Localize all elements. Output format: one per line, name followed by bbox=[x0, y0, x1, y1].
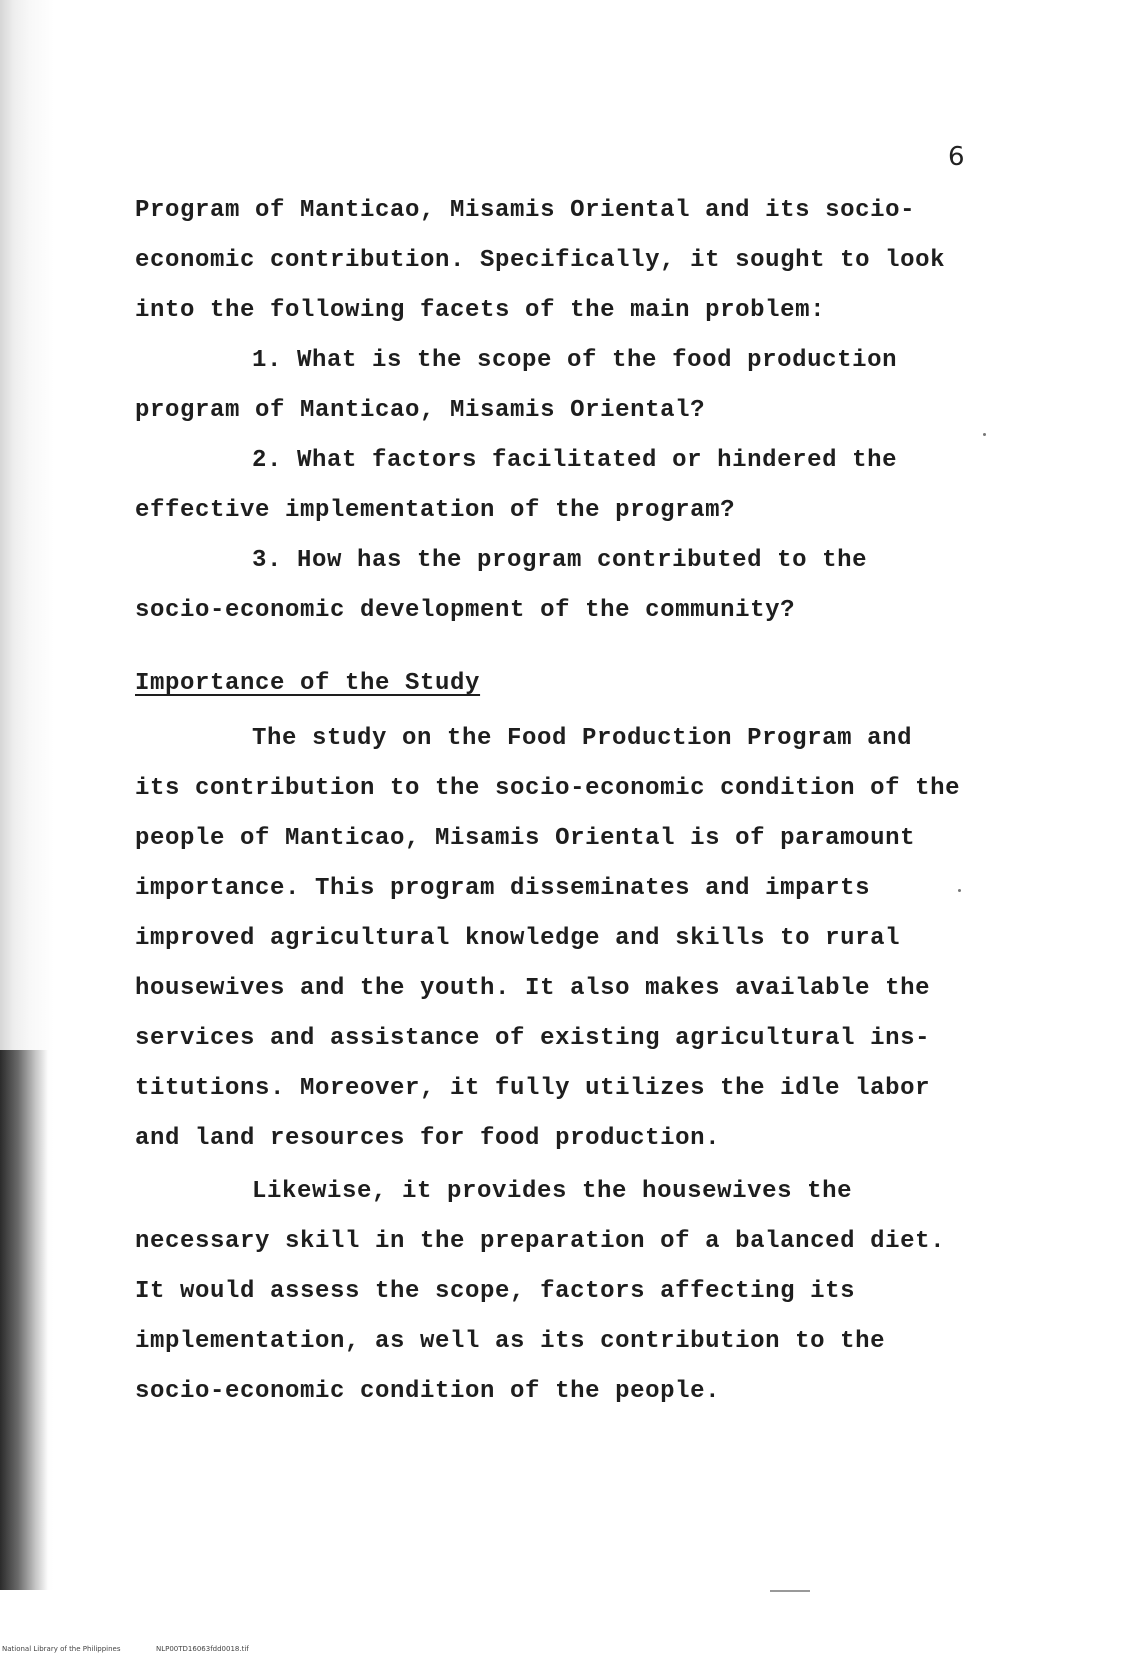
paragraph-2-line-8: titutions. Moreover, it fully utilizes the idle labor bbox=[135, 1075, 931, 1102]
paragraph-1-line-2: economic contribution. Specifically, it sought to look bbox=[135, 247, 946, 274]
footer-library-name: National Library of the Philippines bbox=[2, 1645, 121, 1653]
scan-binding-shadow bbox=[0, 1050, 48, 1590]
question-3-line-1: 3. How has the program contributed to the bbox=[252, 547, 868, 574]
paragraph-3-line-3: It would assess the scope, factors affecting its bbox=[135, 1278, 856, 1305]
scan-speck bbox=[958, 889, 961, 892]
footer-file-id: NLP00TD16063fdd0018.tif bbox=[156, 1645, 249, 1653]
question-2-line-1: 2. What factors facilitated or hindered the bbox=[252, 447, 898, 474]
question-1-line-2: program of Manticao, Misamis Oriental? bbox=[135, 397, 706, 424]
paragraph-2-line-6: housewives and the youth. It also makes available the bbox=[135, 975, 931, 1002]
paragraph-3-line-4: implementation, as well as its contribution to the bbox=[135, 1328, 886, 1355]
paragraph-2-line-4: importance. This program disseminates and imparts bbox=[135, 875, 871, 902]
paragraph-1-line-1: Program of Manticao, Misamis Oriental and its socio- bbox=[135, 197, 916, 224]
paragraph-2-line-7: services and assistance of existing agricultural ins- bbox=[135, 1025, 931, 1052]
section-heading: Importance of the Study bbox=[135, 670, 481, 697]
paragraph-3-line-2: necessary skill in the preparation of a balanced diet. bbox=[135, 1228, 946, 1255]
paragraph-2-line-2: its contribution to the socio-economic condition of the bbox=[135, 775, 961, 802]
paragraph-2-line-1: The study on the Food Production Program and bbox=[252, 725, 913, 752]
paragraph-2-line-3: people of Manticao, Misamis Oriental is of paramount bbox=[135, 825, 916, 852]
scan-mark bbox=[770, 1590, 810, 1592]
paragraph-3-line-1: Likewise, it provides the housewives the bbox=[252, 1178, 853, 1205]
scan-speck bbox=[983, 433, 986, 436]
question-1-line-1: 1. What is the scope of the food production bbox=[252, 347, 898, 374]
question-3-line-2: socio-economic development of the community? bbox=[135, 597, 796, 624]
paragraph-2-line-5: improved agricultural knowledge and skills to rural bbox=[135, 925, 901, 952]
question-2-line-2: effective implementation of the program? bbox=[135, 497, 736, 524]
paragraph-2-line-9: and land resources for food production. bbox=[135, 1125, 721, 1152]
page-number: 6 bbox=[948, 142, 965, 172]
paragraph-1-line-3: into the following facets of the main problem: bbox=[135, 297, 826, 324]
paragraph-3-line-5: socio-economic condition of the people. bbox=[135, 1378, 721, 1405]
